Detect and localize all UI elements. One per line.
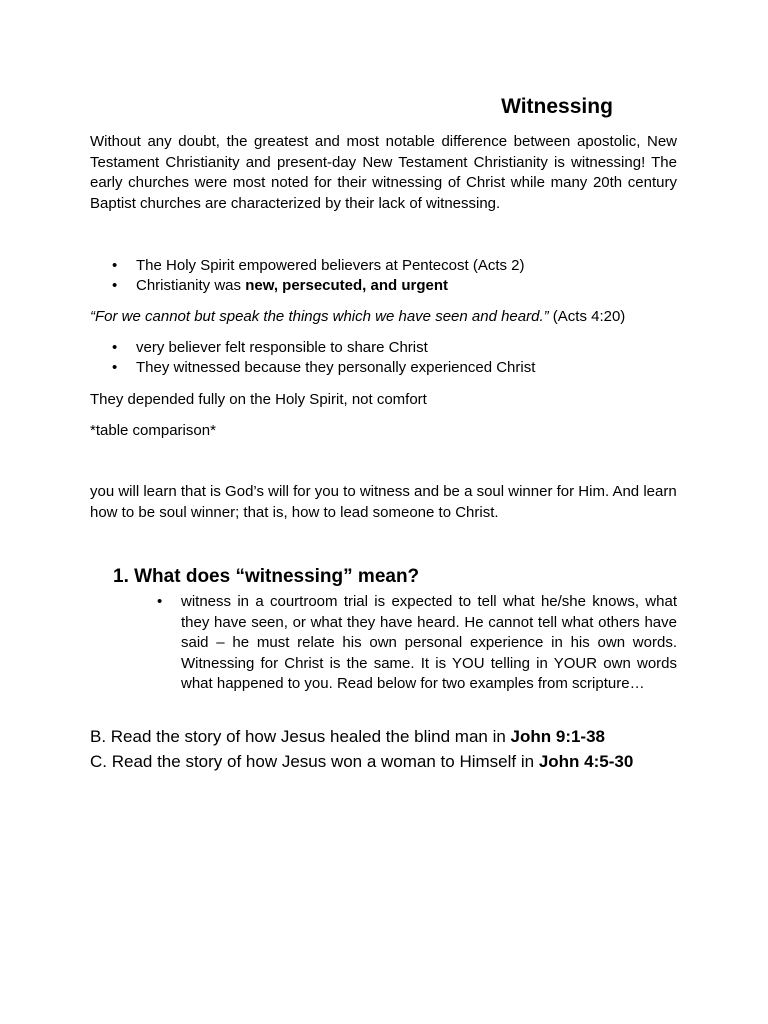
scripture-quote bbox=[90, 307, 677, 328]
list-item bbox=[90, 276, 677, 296]
quote-reference: (Acts 4:20) bbox=[548, 308, 626, 325]
bullet-icon: • bbox=[112, 257, 118, 274]
read-c-reference: John 4:5-30 bbox=[538, 752, 634, 771]
list-item-text: very believer felt responsible to share Christ bbox=[136, 339, 428, 356]
list-item-emphasis: new, persecuted, and urgent bbox=[245, 277, 449, 295]
table-note: *table comparison* bbox=[90, 422, 216, 439]
list-item bbox=[90, 358, 677, 378]
list-item-prefix: Christianity was bbox=[136, 277, 246, 295]
list-item bbox=[90, 338, 677, 358]
read-instruction-b bbox=[90, 726, 605, 748]
list-item bbox=[90, 256, 677, 276]
quote-text: “For we cannot but speak the things which we have seen and heard.” bbox=[90, 308, 549, 325]
intro-paragraph: Without any doubt, the greatest and most notable difference between apostolic, New Testament Christianity and present-day New Testament Christianity is witnessing! The early churches were most noted for their witnessing of Christ while many 20th century Baptist churches are characterized by their lack of witnessing. bbox=[90, 133, 677, 212]
learn-paragraph: you will learn that is God’s will for you to witness and be a soul winner for Him. And learn how to be soul winner; that is, how to lead someone to Christ. bbox=[90, 483, 677, 521]
read-b-text: B. Read the story of how Jesus healed the blind man in bbox=[90, 727, 511, 746]
read-instruction-c bbox=[90, 751, 633, 773]
depended-line: They depended fully on the Holy Spirit, not comfort bbox=[90, 391, 427, 408]
bullet-icon: • bbox=[112, 277, 118, 295]
read-b-reference: John 9:1-38 bbox=[510, 727, 606, 746]
bullet-icon: • bbox=[157, 593, 163, 610]
believers-list bbox=[90, 338, 677, 379]
page-title: Witnessing bbox=[501, 95, 613, 118]
read-c-text: C. Read the story of how Jesus won a woman to Himself in bbox=[90, 752, 539, 771]
bullet-icon: • bbox=[112, 339, 118, 356]
question-heading: 1. What does “witnessing” mean? bbox=[113, 566, 420, 587]
pentecost-list bbox=[90, 256, 677, 297]
list-item-text: They witnessed because they personally experienced Christ bbox=[136, 359, 536, 377]
bullet-icon: • bbox=[112, 359, 118, 377]
list-item-text: The Holy Spirit empowered believers at Pentecost (Acts 2) bbox=[136, 257, 525, 274]
question-bullet-text: witness in a courtroom trial is expected to tell what he/she knows, what they have seen, or what they have heard. He cannot tell what others have said – he must relate his own personal experience in his own words. Witnessing for Christ is the same. It is YOU telling in YOUR own words what happened to you. Read below for two examples from scripture… bbox=[181, 593, 677, 693]
